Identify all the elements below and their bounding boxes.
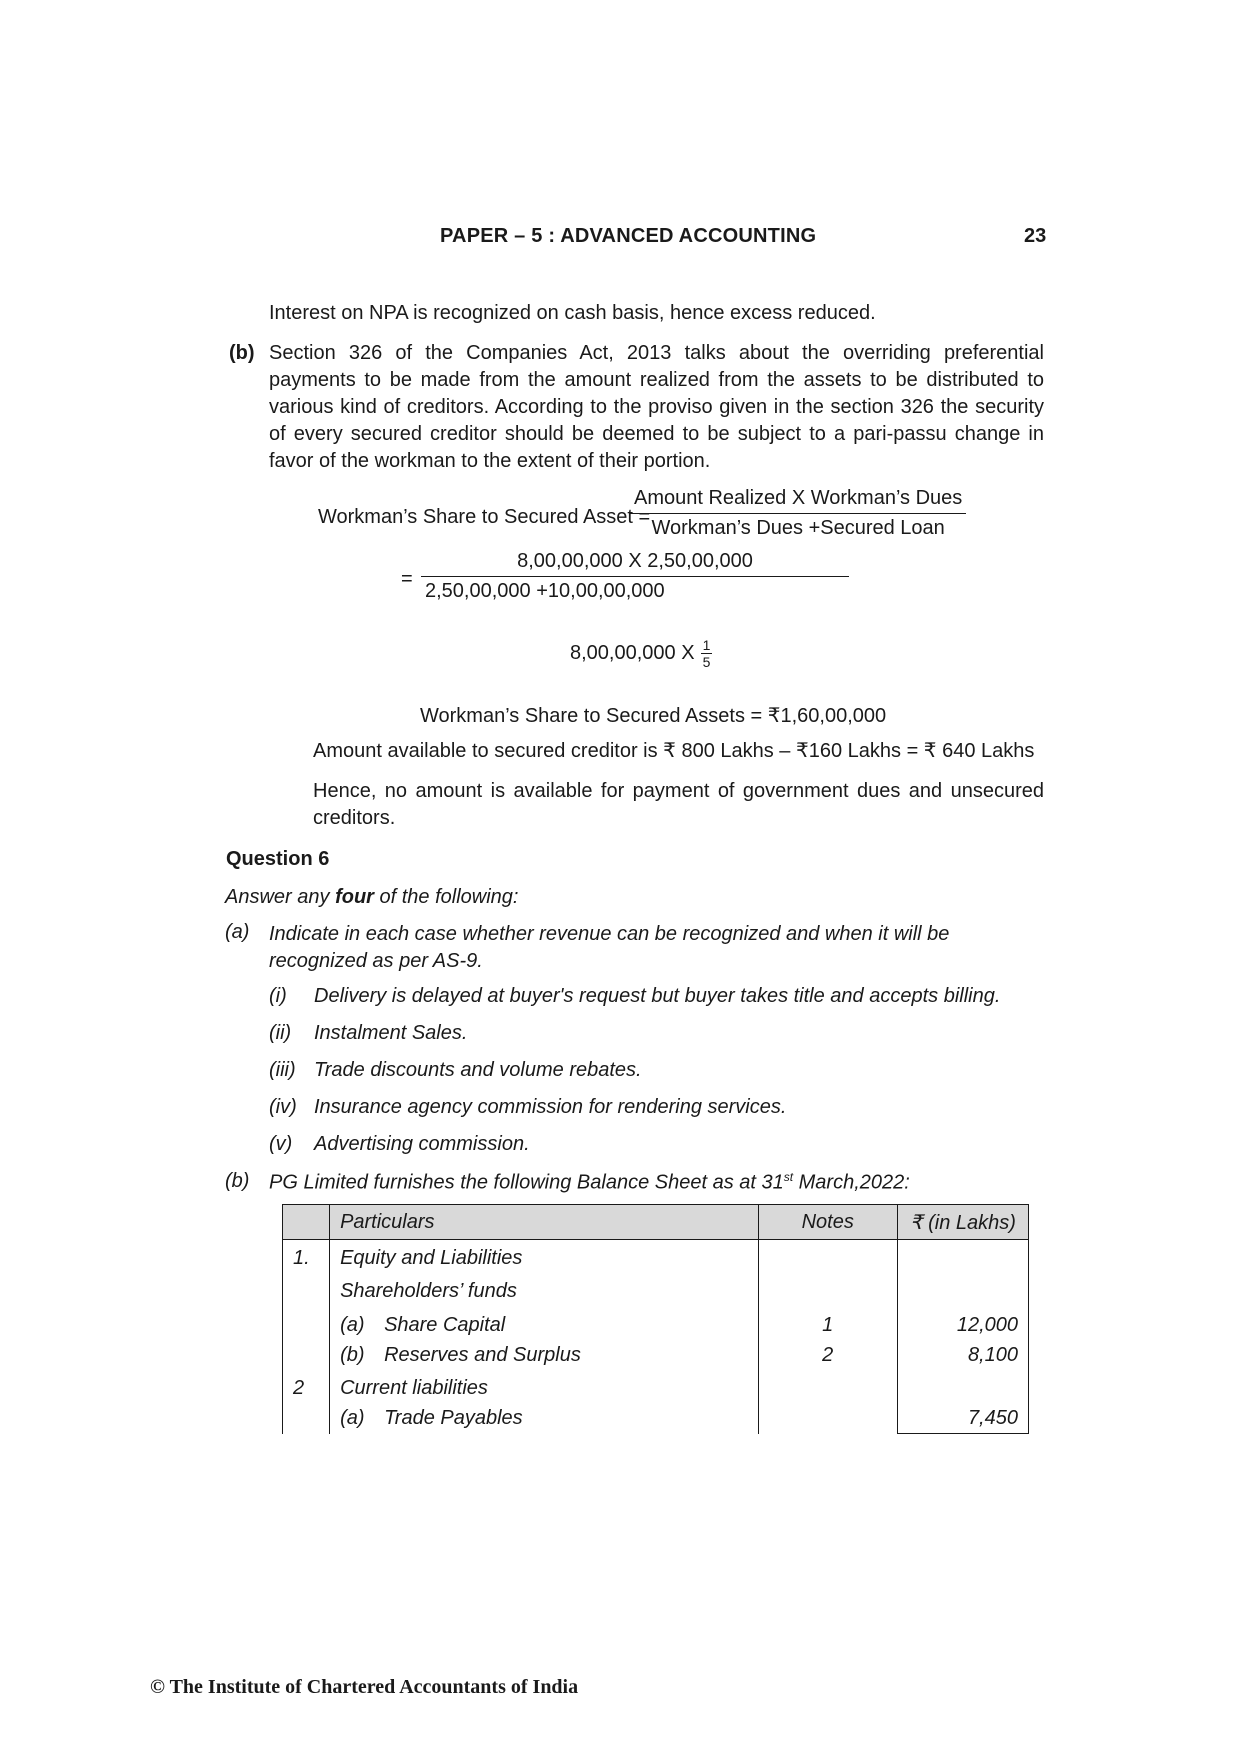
fraction-numerator: 1 [702,637,711,653]
row-particulars [330,1306,759,1340]
row-sub-text: Reserves and Surplus [384,1344,581,1366]
item-label: (i) [269,985,287,1007]
formula-step3-value: 8,00,00,000 X [570,641,695,664]
conclusion-line2: Hence, no amount is available for payment of government dues and unsecured creditors. [313,780,1044,829]
part-b-label: (b) [229,342,255,364]
question-instruction [225,884,518,911]
table-row [283,1273,1029,1306]
part-b-text: Section 326 of the Companies Act, 2013 talks about the overriding preferential payments to be made from the amount realized from the assets to be distributed to various kind of creditors. According to the proviso given in the section 326 the security of every secured creditor should be deemed to be subject to a pari-passu change in favor of the workman to the extent of their portion. [269,342,1044,472]
row-sub-label: (a) [340,1314,365,1336]
row-amount [897,1370,1028,1403]
row-amount [897,1240,1028,1274]
item-label: (iii) [269,1059,296,1081]
row-amount: 12,000 [897,1306,1028,1340]
question-heading: Question 6 [226,848,330,870]
page-number: 23 [1024,225,1047,247]
column-header: Particulars [330,1205,759,1240]
column-header [283,1205,330,1240]
row-number [283,1273,330,1306]
table-row [283,1403,1029,1434]
formula-numerator: Amount Realized X Workman’s Dues [630,487,966,514]
table-row [283,1240,1029,1274]
table-row [283,1370,1029,1403]
row-sub-text: Trade Payables [384,1407,523,1429]
row-sub-label: (a) [340,1407,365,1429]
row-number [283,1306,330,1340]
b-text-suffix: March,2022: [793,1171,910,1194]
item-text: Advertising commission. [314,1133,530,1155]
row-particulars: Shareholders’ funds [330,1273,759,1306]
instruction-bold: four [335,886,374,908]
conclusion-line1: Amount available to secured creditor is ₹ 800 Lakhs – ₹160 Lakhs = ₹ 640 Lakhs [313,740,1035,762]
instruction-suffix: of the following: [373,886,519,908]
row-notes: 1 [758,1306,897,1340]
column-header: Notes [758,1205,897,1240]
row-notes: 2 [758,1340,897,1370]
item-text: Trade discounts and volume rebates. [314,1059,642,1081]
row-particulars [330,1403,759,1434]
row-notes [758,1240,897,1274]
formula-denominator-values: 2,50,00,000 +10,00,00,000 [425,580,665,602]
item-label: (v) [269,1133,293,1155]
row-amount: 8,100 [897,1340,1028,1370]
part-a-text: Indicate in each case whether revenue can be recognized and when it will be recognized as per AS-9. [269,923,950,972]
formula-result: Workman’s Share to Secured Assets = ₹1,60,00,000 [420,705,887,727]
row-particulars [330,1340,759,1370]
row-notes [758,1403,897,1434]
part-b2-label: (b) [225,1170,250,1192]
formula-fraction-values [421,550,849,603]
row-number: 1. [283,1240,330,1274]
row-amount [897,1273,1028,1306]
table-row [283,1340,1029,1370]
row-sub-label: (b) [340,1344,365,1366]
row-particulars: Current liabilities [330,1370,759,1403]
part-b2-text [269,1170,910,1195]
item-text: Delivery is delayed at buyer's request but buyer takes title and accepts billing. [314,985,1001,1007]
row-sub-text: Share Capital [384,1314,506,1336]
formula-denominator: Workman’s Dues +Secured Loan [651,517,945,539]
formula-step3-fraction [701,638,713,669]
column-header: ₹ (in Lakhs) [897,1205,1028,1240]
item-text: Instalment Sales. [314,1022,468,1044]
row-number [283,1403,330,1434]
fraction-denominator: 5 [702,654,711,670]
copyright-footer: © The Institute of Chartered Accountants of India [150,1676,579,1698]
item-text: Insurance agency commission for rendering services. [314,1096,787,1118]
formula-numerator-values: 8,00,00,000 X 2,50,00,000 [421,550,849,577]
formula-lhs: Workman’s Share to Secured Asset = [318,506,651,528]
table-header-row [283,1205,1029,1240]
table-row [283,1306,1029,1340]
part-a-label: (a) [225,921,250,943]
item-label: (ii) [269,1022,292,1044]
page-header-title: PAPER – 5 : ADVANCED ACCOUNTING [440,225,817,247]
formula-equals: = [401,568,413,590]
row-notes [758,1370,897,1403]
balance-sheet-table [282,1204,1029,1434]
row-particulars: Equity and Liabilities [330,1240,759,1274]
row-notes [758,1273,897,1306]
row-amount: 7,450 [897,1403,1028,1434]
item-label: (iv) [269,1096,297,1118]
intro-line: Interest on NPA is recognized on cash basis, hence excess reduced. [269,302,876,324]
row-number: 2 [283,1370,330,1403]
formula-step3 [570,638,712,669]
row-number [283,1340,330,1370]
instruction-prefix: Answer any [225,886,336,908]
b-text-sup: st [783,1170,794,1184]
b-text-prefix: PG Limited furnishes the following Balance Sheet as at 31 [269,1171,784,1194]
formula-fraction [630,487,966,540]
